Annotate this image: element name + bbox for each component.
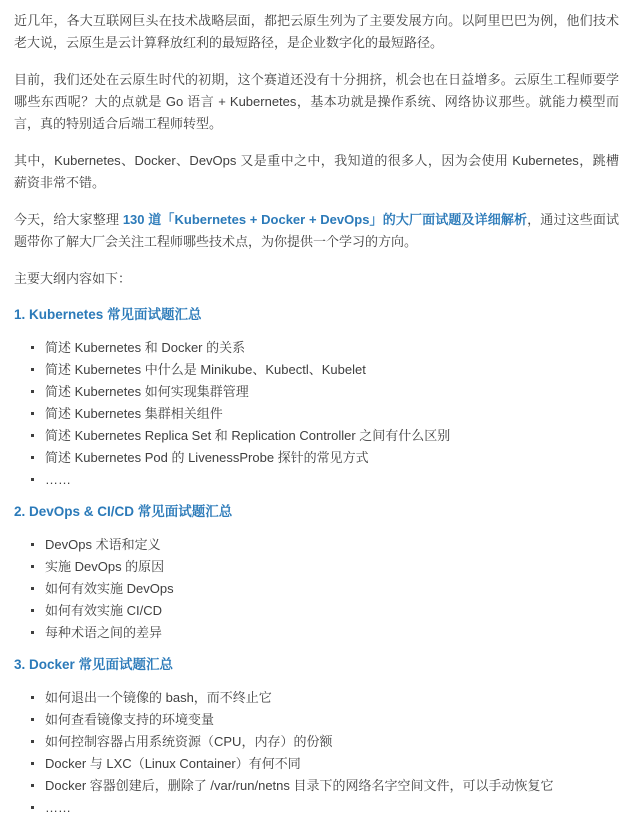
list-item: Docker 容器创建后，删除了 /var/run/netns 目录下的网络名字空间文件，可以手动恢复它 bbox=[31, 775, 619, 796]
list-item: DevOps 术语和定义 bbox=[31, 534, 619, 555]
intro-paragraph-4 bbox=[14, 209, 619, 253]
section-docker bbox=[14, 655, 619, 818]
list-item: Docker 与 LXC（Linux Container）有何不同 bbox=[31, 753, 619, 774]
list-item: 简述 Kubernetes Pod 的 LivenessProbe 探针的常见方式 bbox=[31, 447, 619, 468]
list-item: 简述 Kubernetes 中什么是 Minikube、Kubectl、Kubelet bbox=[31, 359, 619, 380]
list-item: 简述 Kubernetes Replica Set 和 Replication Controller 之间有什么区别 bbox=[31, 425, 619, 446]
highlight-after-text: ，通过这些面试题带你了解大厂会关注工程师哪些技术点，为你提供一个学习的方向。 bbox=[14, 212, 619, 249]
section-kubernetes bbox=[14, 305, 619, 490]
list-item: 简述 Kubernetes 和 Docker 的关系 bbox=[31, 337, 619, 358]
highlight-before-text: 今天，给大家整理 bbox=[14, 212, 123, 227]
intro-paragraph-3: 其中，Kubernetes、Docker、DevOps 又是重中之中，我知道的很多人，因为会使用 Kubernetes，跳槽薪资非常不错。 bbox=[14, 153, 619, 190]
list-item: 简述 Kubernetes 如何实现集群管理 bbox=[31, 381, 619, 402]
section-heading-kubernetes: 1. Kubernetes 常见面试题汇总 bbox=[14, 307, 202, 322]
intro-paragraph-1: 近几年，各大互联网巨头在技术战略层面，都把云原生列为了主要发展方向。以阿里巴巴为例，他们技术老大说，云原生是云计算释放红利的最短路径，是企业数字化的最短路径。 bbox=[14, 13, 619, 50]
outline-list-kubernetes bbox=[14, 337, 619, 490]
list-item: 实施 DevOps 的原因 bbox=[31, 556, 619, 577]
section-heading-docker: 3. Docker 常见面试题汇总 bbox=[14, 657, 174, 672]
list-item: 简述 Kubernetes 集群相关组件 bbox=[31, 403, 619, 424]
highlight-title-text: 130 道「Kubernetes + Docker + DevOps」的大厂面试题及详细解析 bbox=[122, 212, 528, 227]
outline-list-devops bbox=[14, 534, 619, 643]
list-item: 如何退出一个镜像的 bash，而不终止它 bbox=[31, 687, 619, 708]
list-item: 如何查看镜像支持的环境变量 bbox=[31, 709, 619, 730]
list-item-ellipsis: …… bbox=[31, 797, 619, 818]
outline-intro-text: 主要大纲内容如下： bbox=[14, 271, 132, 286]
list-item: 如何有效实施 CI/CD bbox=[31, 600, 619, 621]
section-devops bbox=[14, 502, 619, 643]
list-item-ellipsis: …… bbox=[31, 469, 619, 490]
section-heading-devops: 2. DevOps & CI/CD 常见面试题汇总 bbox=[14, 504, 233, 519]
list-item: 如何控制容器占用系统资源（CPU，内存）的份额 bbox=[31, 731, 619, 752]
outline-list-docker bbox=[14, 687, 619, 818]
list-item: 如何有效实施 DevOps bbox=[31, 578, 619, 599]
intro-paragraph-2: 目前，我们还处在云原生时代的初期，这个赛道还没有十分拥挤，机会也在日益增多。云原生工程师要学哪些东西呢？大的点就是 Go 语言 + Kubernetes，基本功就是操作系统、网络协议那些。就能力模型而言，真的特别适合后端工程师转型。 bbox=[14, 72, 619, 131]
list-item: 每种术语之间的差异 bbox=[31, 622, 619, 643]
